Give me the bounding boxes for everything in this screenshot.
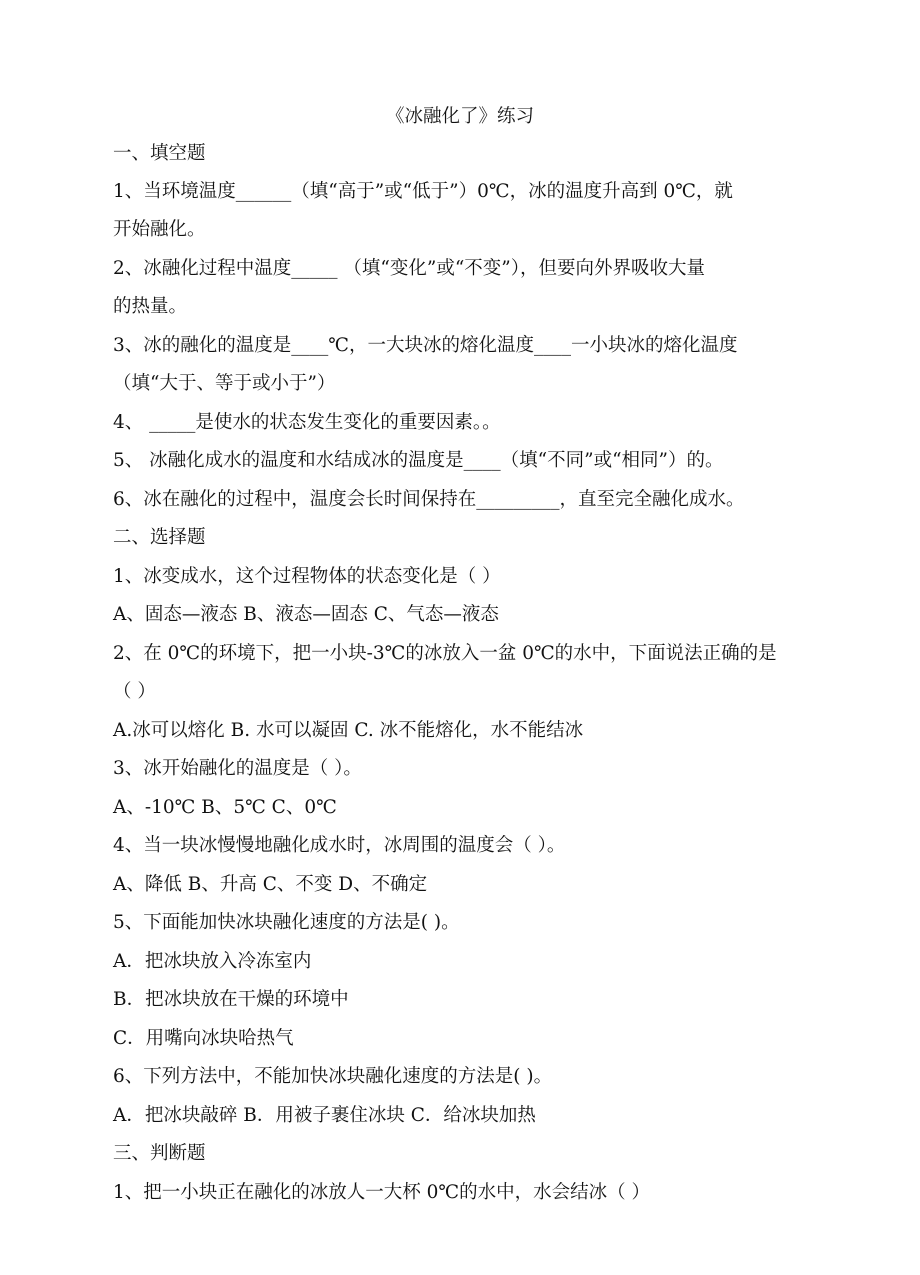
question-line: （ ） [113,681,156,702]
question-line: 1、冰变成水，这个过程物体的状态变化是（ ） [113,566,501,587]
option-line: A．把冰块敲碎 B．用被子裹住冰块 C．给冰块加热 [113,1105,536,1126]
question-line: 3、冰开始融化的温度是（ ）。 [113,758,362,779]
option-line: B．把冰块放在干燥的环境中 [113,989,349,1010]
question-line: 5、下面能加快冰块融化速度的方法是( )。 [113,912,460,933]
question-line: 3、冰的融化的温度是____℃，一大块冰的熔化温度____一小块冰的熔化温度 [113,335,738,356]
question-line: 2、冰融化过程中温度_____ （填“变化”或“不变”），但要向外界吸收大量 [113,258,705,279]
option-line: C．用嘴向冰块哈热气 [113,1028,294,1049]
option-line: A.冰可以熔化 B. 水可以凝固 C. 冰不能熔化，水不能结冰 [113,720,584,741]
section-heading-judgement: 三、判断题 [113,1143,206,1164]
question-line: 5、 冰融化成水的温度和水结成冰的温度是____（填“不同”或“相同”）的。 [113,450,724,471]
option-line: A．把冰块放入冷冻室内 [113,951,312,972]
question-line: 1、当环境温度______（填“高于”或“低于”）0℃，冰的温度升高到 0℃，就 [113,181,733,202]
option-line: A、-10℃ B、5℃ C、0℃ [113,797,337,818]
question-line: 2、在 0℃的环境下，把一小块-3℃的冰放入一盆 0℃的水中，下面说法正确的是 [113,643,777,664]
question-line: 开始融化。 [113,219,206,240]
question-line: （填“大于、等于或小于”） [113,373,336,394]
question-line: 4、 _____是使水的状态发生变化的重要因素。。 [113,412,501,433]
question-line: 4、当一块冰慢慢地融化成水时，冰周围的温度会（ ）。 [113,835,566,856]
question-line: 6、下列方法中，不能加快冰块融化速度的方法是( )。 [113,1066,553,1087]
question-line: 6、冰在融化的过程中，温度会长时间保持在_________，直至完全融化成水。 [113,489,745,510]
question-line: 1、把一小块正在融化的冰放人一大杯 0℃的水中，水会结冰（ ） [113,1182,650,1203]
option-line: A、降低 B、升高 C、不变 D、不确定 [113,874,428,895]
option-line: A、固态—液态 B、液态—固态 C、气态—液态 [113,604,499,625]
section-heading-choice: 二、选择题 [113,527,206,548]
section-heading-fill-blank: 一、填空题 [113,143,206,164]
question-line: 的热量。 [113,296,188,317]
worksheet-title: 《冰融化了》练习 [385,106,534,127]
